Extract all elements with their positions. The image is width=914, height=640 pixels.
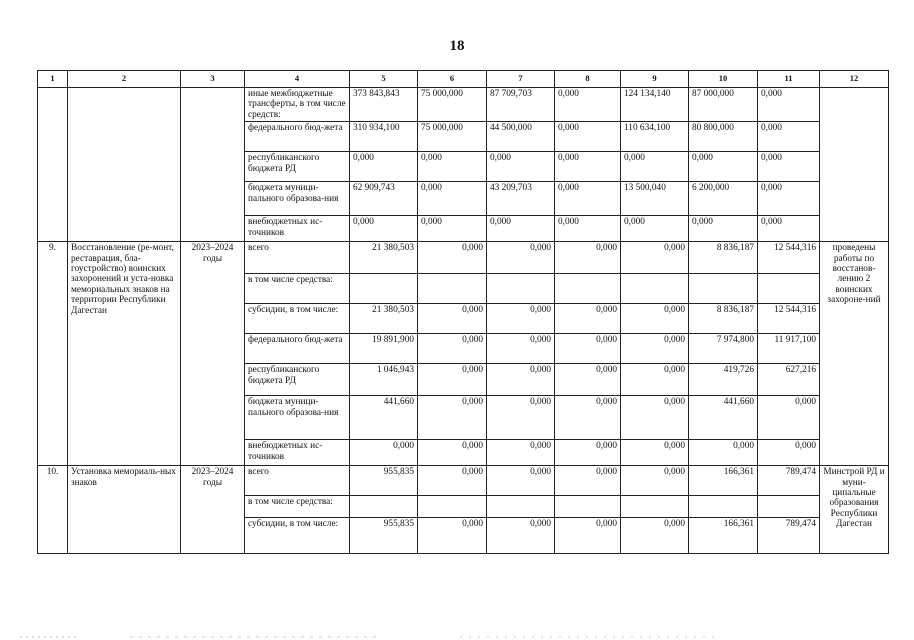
table-header-row: [38, 71, 889, 88]
value-cell: 0,000: [418, 182, 487, 216]
value-cell: [689, 274, 758, 304]
value-cell: [418, 274, 487, 304]
value-cell: 0,000: [418, 518, 487, 554]
item-result: Минстрой РД и муни-ципальные образования Республики Дагестан: [820, 466, 889, 554]
table-row: [38, 88, 889, 122]
header-cell: 5: [350, 71, 418, 88]
item-number: 10.: [38, 466, 68, 554]
value-cell: 0,000: [487, 364, 555, 396]
item-name: Восстановление (ре-монт, реставрация, бла-гоустройство) воинских захоронений и уста-новка мемориальных знаков на территории Республики Дагестан: [68, 242, 181, 466]
value-cell: 0,000: [418, 242, 487, 274]
years-cell: [181, 88, 245, 242]
value-cell: [487, 274, 555, 304]
result-cell: [820, 88, 889, 242]
value-cell: 7 974,800: [689, 334, 758, 364]
value-cell: 0,000: [621, 242, 689, 274]
header-cell: 2: [68, 71, 181, 88]
name-cell: [68, 88, 181, 242]
value-cell: 11 917,100: [758, 334, 820, 364]
row-label: внебюджетных ис-точников: [245, 440, 350, 466]
value-cell: 0,000: [555, 466, 621, 496]
value-cell: 0,000: [487, 152, 555, 182]
value-cell: 0,000: [758, 182, 820, 216]
value-cell: 0,000: [418, 216, 487, 242]
value-cell: 955,835: [350, 518, 418, 554]
value-cell: 0,000: [621, 518, 689, 554]
value-cell: 0,000: [418, 396, 487, 440]
value-cell: 0,000: [555, 216, 621, 242]
value-cell: 0,000: [555, 364, 621, 396]
value-cell: 627,216: [758, 364, 820, 396]
item-number: 9.: [38, 242, 68, 466]
value-cell: 21 380,503: [350, 242, 418, 274]
value-cell: 0,000: [555, 152, 621, 182]
value-cell: 19 891,900: [350, 334, 418, 364]
value-cell: 0,000: [621, 152, 689, 182]
item-name: Установка мемориаль-ных знаков: [68, 466, 181, 554]
value-cell: 6 200,000: [689, 182, 758, 216]
value-cell: 0,000: [487, 440, 555, 466]
value-cell: 0,000: [621, 440, 689, 466]
value-cell: 0,000: [418, 334, 487, 364]
value-cell: 110 634,100: [621, 122, 689, 152]
value-cell: 75 000,000: [418, 88, 487, 122]
value-cell: [418, 496, 487, 518]
value-cell: 0,000: [487, 216, 555, 242]
value-cell: 0,000: [487, 334, 555, 364]
header-cell: 12: [820, 71, 889, 88]
value-cell: 13 500,040: [621, 182, 689, 216]
value-cell: 43 209,703: [487, 182, 555, 216]
value-cell: [350, 274, 418, 304]
row-label: бюджета муници-пального образова-ния: [245, 182, 350, 216]
item-result: проведены работы по восстанов-лению 2 воинских захороне-ний: [820, 242, 889, 466]
row-label: иные межбюджетные трансферты, в том числе средств:: [245, 88, 350, 122]
value-cell: 0,000: [487, 396, 555, 440]
value-cell: [555, 496, 621, 518]
table-row: [38, 466, 889, 496]
row-label: всего: [245, 242, 350, 274]
value-cell: 0,000: [758, 440, 820, 466]
value-cell: 0,000: [689, 216, 758, 242]
row-label: федерального бюд-жета: [245, 334, 350, 364]
value-cell: 0,000: [487, 466, 555, 496]
row-label: в том числе средства:: [245, 496, 350, 518]
value-cell: 0,000: [418, 466, 487, 496]
value-cell: 124 134,140: [621, 88, 689, 122]
header-cell: 10: [689, 71, 758, 88]
row-label: в том числе средства:: [245, 274, 350, 304]
value-cell: 166,361: [689, 518, 758, 554]
value-cell: 80 800,000: [689, 122, 758, 152]
header-cell: 8: [555, 71, 621, 88]
value-cell: 0,000: [689, 152, 758, 182]
value-cell: 0,000: [418, 304, 487, 334]
value-cell: 75 000,000: [418, 122, 487, 152]
value-cell: 1 046,943: [350, 364, 418, 396]
row-label: субсидии, в том числе:: [245, 518, 350, 554]
value-cell: 0,000: [758, 396, 820, 440]
value-cell: 0,000: [555, 242, 621, 274]
value-cell: 12 544,316: [758, 304, 820, 334]
value-cell: 310 934,100: [350, 122, 418, 152]
value-cell: 44 500,000: [487, 122, 555, 152]
item-years: 2023–2024 годы: [181, 242, 245, 466]
value-cell: 0,000: [555, 122, 621, 152]
table-body: [38, 71, 889, 554]
value-cell: 0,000: [555, 182, 621, 216]
value-cell: 0,000: [487, 518, 555, 554]
value-cell: 0,000: [758, 122, 820, 152]
value-cell: 62 909,743: [350, 182, 418, 216]
page-number: 18: [449, 38, 465, 54]
value-cell: 0,000: [621, 466, 689, 496]
value-cell: 0,000: [621, 304, 689, 334]
budget-table: [37, 70, 889, 554]
header-cell: 7: [487, 71, 555, 88]
value-cell: 21 380,503: [350, 304, 418, 334]
value-cell: [621, 274, 689, 304]
header-cell: 9: [621, 71, 689, 88]
row-label: бюджета муници-пального образова-ния: [245, 396, 350, 440]
header-cell: 4: [245, 71, 350, 88]
row-label: федерального бюд-жета: [245, 122, 350, 152]
value-cell: 441,660: [350, 396, 418, 440]
value-cell: 0,000: [555, 396, 621, 440]
value-cell: [758, 274, 820, 304]
value-cell: 789,474: [758, 518, 820, 554]
value-cell: 0,000: [758, 152, 820, 182]
scan-artifacts: [0, 610, 914, 640]
row-label: субсидии, в том числе:: [245, 304, 350, 334]
value-cell: 0,000: [555, 518, 621, 554]
value-cell: 789,474: [758, 466, 820, 496]
header-cell: 6: [418, 71, 487, 88]
row-label: внебюджетных ис-точников: [245, 216, 350, 242]
value-cell: 0,000: [418, 152, 487, 182]
row-label: республиканского бюджета РД: [245, 152, 350, 182]
value-cell: 87 000,000: [689, 88, 758, 122]
item-years: 2023–2024 годы: [181, 466, 245, 554]
value-cell: 0,000: [487, 304, 555, 334]
value-cell: 0,000: [689, 440, 758, 466]
value-cell: [555, 274, 621, 304]
value-cell: [689, 496, 758, 518]
value-cell: 0,000: [555, 88, 621, 122]
value-cell: 0,000: [621, 364, 689, 396]
value-cell: 419,726: [689, 364, 758, 396]
value-cell: 0,000: [621, 334, 689, 364]
value-cell: [350, 496, 418, 518]
value-cell: 87 709,703: [487, 88, 555, 122]
value-cell: 166,361: [689, 466, 758, 496]
row-label: республиканского бюджета РД: [245, 364, 350, 396]
value-cell: 0,000: [350, 440, 418, 466]
value-cell: 441,660: [689, 396, 758, 440]
value-cell: 0,000: [555, 334, 621, 364]
value-cell: [758, 496, 820, 518]
header-cell: 3: [181, 71, 245, 88]
num-cell: [38, 88, 68, 242]
value-cell: 0,000: [555, 304, 621, 334]
value-cell: 955,835: [350, 466, 418, 496]
value-cell: 373 843,843: [350, 88, 418, 122]
value-cell: 0,000: [418, 364, 487, 396]
value-cell: 0,000: [758, 216, 820, 242]
value-cell: 0,000: [555, 440, 621, 466]
value-cell: 0,000: [350, 216, 418, 242]
row-label: всего: [245, 466, 350, 496]
value-cell: [621, 496, 689, 518]
table-row: [38, 242, 889, 274]
value-cell: 0,000: [758, 88, 820, 122]
value-cell: 0,000: [418, 440, 487, 466]
header-cell: 11: [758, 71, 820, 88]
value-cell: 0,000: [487, 242, 555, 274]
value-cell: 0,000: [621, 396, 689, 440]
value-cell: 0,000: [621, 216, 689, 242]
value-cell: 8 836,187: [689, 242, 758, 274]
value-cell: 12 544,316: [758, 242, 820, 274]
value-cell: [487, 496, 555, 518]
value-cell: 8 836,187: [689, 304, 758, 334]
value-cell: 0,000: [350, 152, 418, 182]
header-cell: 1: [38, 71, 68, 88]
